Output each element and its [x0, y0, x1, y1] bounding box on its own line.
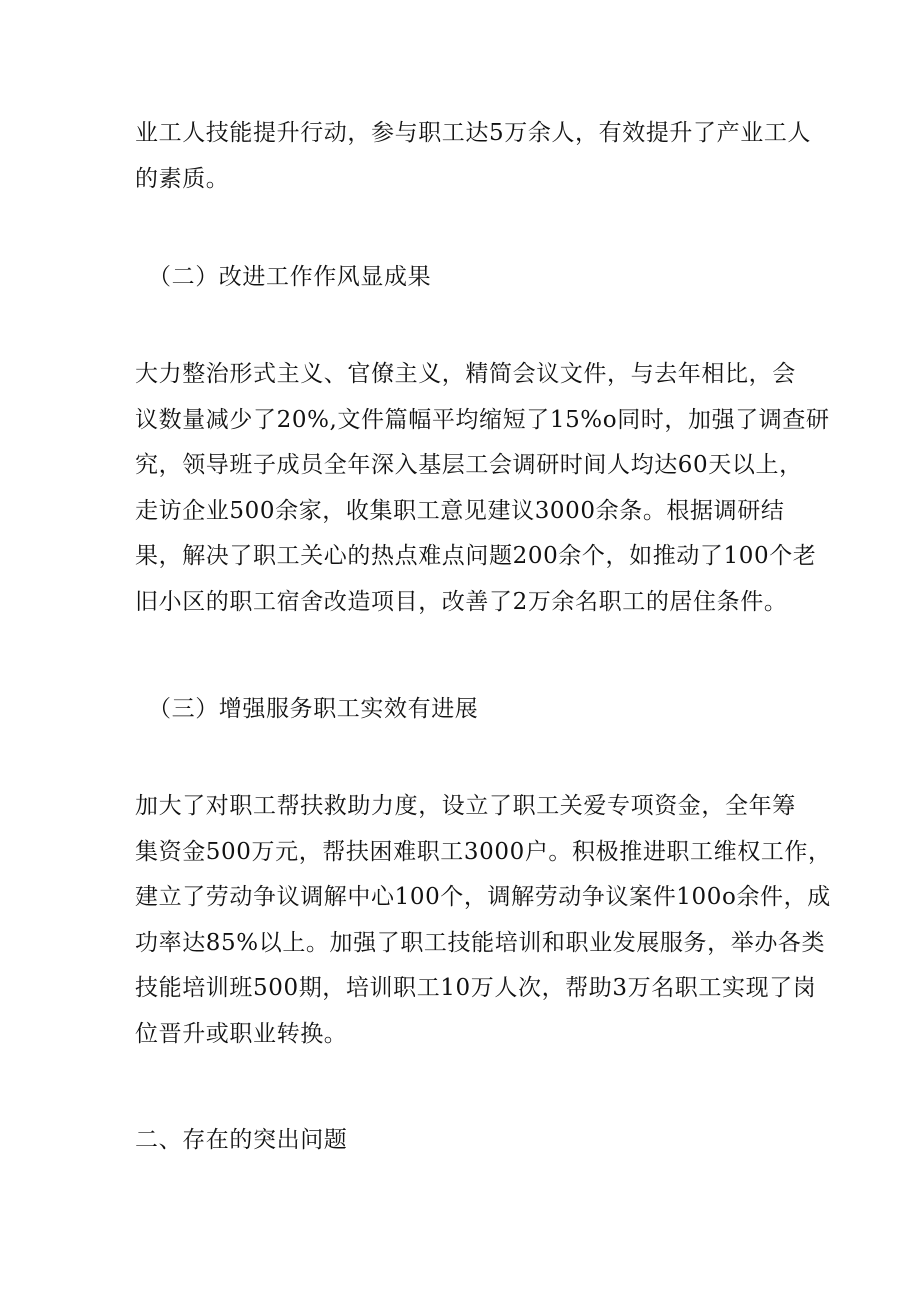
paragraph-line: 大力整治形式主义、官僚主义，精简会议文件，与去年相比，会: [135, 361, 796, 387]
paragraph-work-style: [135, 352, 830, 625]
paragraph-line: 的素质。: [135, 165, 230, 192]
paragraph-line: 究，领导班子成员全年深入基层工会调研时间人均达60天以上，: [135, 452, 803, 478]
subheading-service: （三）增强服务职工实效有进展: [148, 696, 479, 722]
paragraph-line: 集资金500万元，帮扶困难职工3000户。积极推进职工维权工作，: [135, 838, 832, 865]
paragraph-line: 果，解决了职工关心的热点难点问题200余个，如推动了100个老: [135, 543, 817, 569]
paragraph-line: 建立了劳动争议调解中心100个，调解劳动争议案件100o余件，成: [135, 884, 831, 910]
paragraph-line: 议数量减少了20%,文件篇幅平均缩短了15%o同时，加强了调查研: [135, 406, 830, 433]
paragraph-line: 业工人技能提升行动，参与职工达5万余人，有效提升了产业工人: [135, 120, 812, 146]
subheading-work-style: （二）改进工作作风显成果: [148, 264, 432, 290]
paragraph-line: 位晋升或职业转换。: [135, 1020, 348, 1047]
paragraph-line: 走访企业500余家，收集职工意见建议3000余条。根据调研结: [135, 497, 785, 524]
paragraph-line: 功率达85%以上。加强了职工技能培训和职业发展服务，举办各类: [135, 929, 826, 956]
paragraph-line: 技能培训班500期，培训职工10万人次，帮助3万名职工实现了岗: [135, 975, 817, 1001]
paragraph-line: 加大了对职工帮扶救助力度，设立了职工关爱专项资金，全年筹: [135, 793, 796, 819]
paragraph-service: [135, 784, 832, 1057]
paragraph-line: 旧小区的职工宿舍改造项目，改善了2万余名职工的居住条件。: [135, 588, 788, 615]
paragraph-skills-upgrade: [135, 111, 812, 202]
section-heading-problems: 二、存在的突出问题: [135, 1127, 348, 1153]
